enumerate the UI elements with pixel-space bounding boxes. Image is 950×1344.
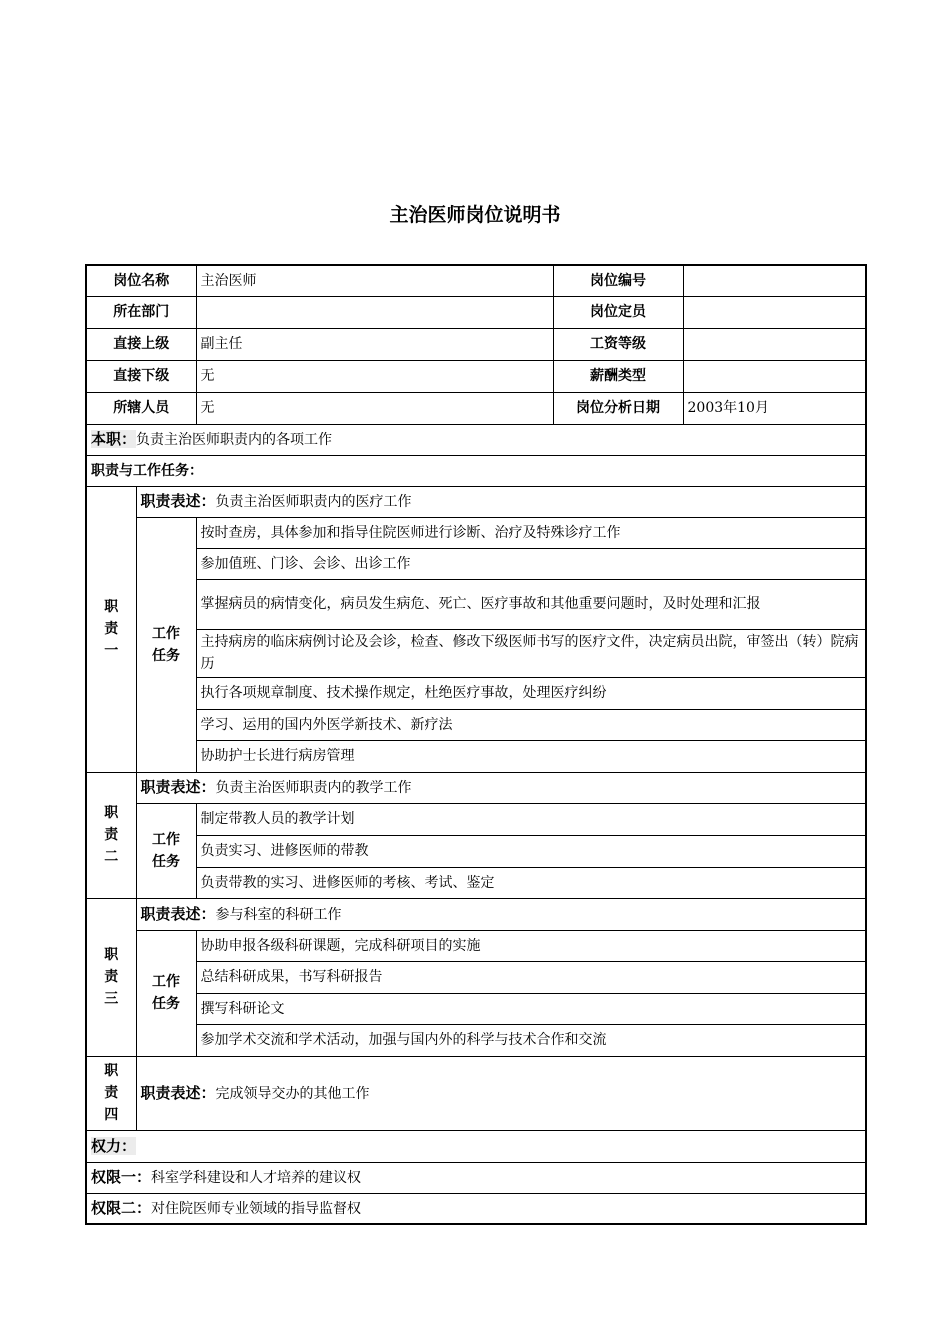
superior-value: 副主任 — [196, 328, 553, 360]
task-item: 执行各项规章制度、技术操作规定，杜绝医疗事故，处理医疗纠纷 — [196, 677, 866, 709]
dept-value — [196, 296, 553, 328]
task-item: 掌握病员的病情变化，病员发生病危、死亡、医疗事故和其他重要问题时，及时处理和汇报 — [196, 579, 866, 629]
duty4-label-char: 责 — [104, 1085, 119, 1101]
subordinate-label: 直接下级 — [86, 360, 196, 392]
task-item: 协助申报各级科研课题，完成科研项目的实施 — [196, 930, 866, 961]
main-duty-label: 本职： — [91, 430, 137, 448]
duty1-task-label — [136, 517, 196, 772]
duty3-statement — [136, 898, 866, 930]
duty1-label-char: 职 — [104, 599, 119, 615]
task-row — [86, 930, 866, 961]
authority-header-cell — [86, 1130, 866, 1162]
authority2-value: 对住院医师专业领域的指导监督权 — [151, 1200, 362, 1217]
position-name-label: 岗位名称 — [86, 265, 196, 296]
task-item: 负责带教的实习、进修医师的考核、考试、鉴定 — [196, 867, 866, 898]
duty3-label-char: 三 — [104, 991, 119, 1007]
position-name-value: 主治医师 — [196, 265, 553, 296]
managed-value: 无 — [196, 392, 553, 424]
superior-label: 直接上级 — [86, 328, 196, 360]
task-item: 协助护士长进行病房管理 — [196, 740, 866, 772]
task-row — [86, 629, 866, 677]
duty1-statement-text: 负责主治医师职责内的医疗工作 — [215, 494, 412, 510]
task-item: 负责实习、进修医师的带教 — [196, 835, 866, 867]
task-row — [86, 548, 866, 579]
authority-row — [86, 1162, 866, 1193]
duty3-statement-row — [86, 898, 866, 930]
headcount-value — [683, 296, 866, 328]
task-item: 总结科研成果，书写科研报告 — [196, 961, 866, 993]
grade-label: 工资等级 — [553, 328, 683, 360]
grade-value — [683, 328, 866, 360]
task-item: 制定带教人员的教学计划 — [196, 803, 866, 835]
authority1 — [86, 1162, 866, 1193]
authority1-value: 科室学科建设和人才培养的建议权 — [151, 1170, 362, 1186]
duty4-label-char: 四 — [104, 1107, 119, 1123]
page-title: 主治医师岗位说明书 — [389, 204, 561, 226]
info-row — [86, 265, 866, 296]
info-row — [86, 328, 866, 360]
task-row — [86, 867, 866, 898]
main-duty-cell — [86, 424, 866, 455]
duty1-label-char: 责 — [104, 621, 119, 637]
duty2-statement — [136, 772, 866, 803]
task-row — [86, 803, 866, 835]
task-row — [86, 740, 866, 772]
task-label-line: 工作 — [152, 625, 180, 642]
authority-header: 权力： — [91, 1136, 137, 1155]
authority-header-row — [86, 1130, 866, 1162]
task-row — [86, 835, 866, 867]
duties-header-row — [86, 455, 866, 486]
task-label-line: 任务 — [152, 996, 180, 1012]
duty2-statement-text: 负责主治医师职责内的教学工作 — [215, 780, 412, 796]
task-label-line: 任务 — [152, 853, 180, 870]
duty1-statement-label: 职责表述： — [140, 492, 216, 510]
task-item: 学习、运用的国内外医学新技术、新疗法 — [196, 709, 866, 740]
main-duty-value: 负责主治医师职责内的各项工作 — [136, 432, 333, 448]
task-label-line: 工作 — [152, 831, 180, 848]
duty3-task-label — [136, 930, 196, 1056]
task-item: 参加值班、门诊、会诊、出诊工作 — [196, 548, 866, 579]
authority-row — [86, 1193, 866, 1224]
pay-type-value — [683, 360, 866, 392]
headcount-label: 岗位定员 — [553, 296, 683, 328]
duty4-label — [86, 1056, 136, 1130]
duty2-label — [86, 772, 136, 898]
info-row — [86, 360, 866, 392]
task-row — [86, 1024, 866, 1056]
position-no-value — [683, 265, 866, 296]
authority2-label: 权限二： — [91, 1198, 152, 1217]
position-no-label: 岗位编号 — [553, 265, 683, 296]
task-row — [86, 579, 866, 629]
task-item: 主持病房的临床病例讨论及会诊，检查、修改下级医师书写的医疗文件，决定病员出院，审签出（转）院病历 — [196, 629, 866, 677]
authority2 — [86, 1193, 866, 1224]
dept-label: 所在部门 — [86, 296, 196, 328]
info-row — [86, 392, 866, 424]
task-row — [86, 993, 866, 1024]
task-label-line: 任务 — [152, 647, 180, 664]
task-label-line: 工作 — [152, 974, 180, 990]
duty1-label-char: 一 — [104, 643, 119, 659]
duty2-label-char: 二 — [104, 849, 119, 865]
duty3-statement-text: 参与科室的科研工作 — [215, 906, 342, 923]
task-row — [86, 709, 866, 740]
duties-header: 职责与工作任务： — [86, 455, 866, 486]
task-item: 按时查房，具体参加和指导住院医师进行诊断、治疗及特殊诊疗工作 — [196, 517, 866, 548]
analysis-date-value: 2003年10月 — [683, 392, 866, 424]
duty3-label-char: 责 — [104, 969, 119, 985]
duty1-statement-row — [86, 486, 866, 517]
main-duty-row — [86, 424, 866, 455]
subordinate-value: 无 — [196, 360, 553, 392]
job-description-table — [85, 264, 867, 1225]
duty4-row — [86, 1056, 866, 1130]
info-row — [86, 296, 866, 328]
pay-type-label: 薪酬类型 — [553, 360, 683, 392]
managed-label: 所辖人员 — [86, 392, 196, 424]
task-item: 参加学术交流和学术活动，加强与国内外的科学与技术合作和交流 — [196, 1024, 866, 1056]
duty3-statement-label: 职责表述： — [140, 904, 216, 923]
task-row — [86, 677, 866, 709]
task-row — [86, 961, 866, 993]
duty2-label-char: 责 — [104, 827, 119, 843]
task-row — [86, 517, 866, 548]
duty4-label-char: 职 — [104, 1063, 119, 1079]
duty4-statement-label: 职责表述： — [140, 1083, 216, 1102]
duty2-label-char: 职 — [104, 805, 119, 821]
authority1-label: 权限一： — [91, 1168, 152, 1186]
duty2-statement-row — [86, 772, 866, 803]
duty1-statement — [136, 486, 866, 517]
duty2-task-label — [136, 803, 196, 898]
duty4-statement-text: 完成领导交办的其他工作 — [215, 1085, 370, 1102]
task-item: 撰写科研论文 — [196, 993, 866, 1024]
duty1-label — [86, 486, 136, 772]
duty3-label-char: 职 — [104, 947, 119, 963]
analysis-date-label: 岗位分析日期 — [553, 392, 683, 424]
duty3-label — [86, 898, 136, 1056]
duty4-statement — [136, 1056, 866, 1130]
duty2-statement-label: 职责表述： — [140, 778, 216, 796]
